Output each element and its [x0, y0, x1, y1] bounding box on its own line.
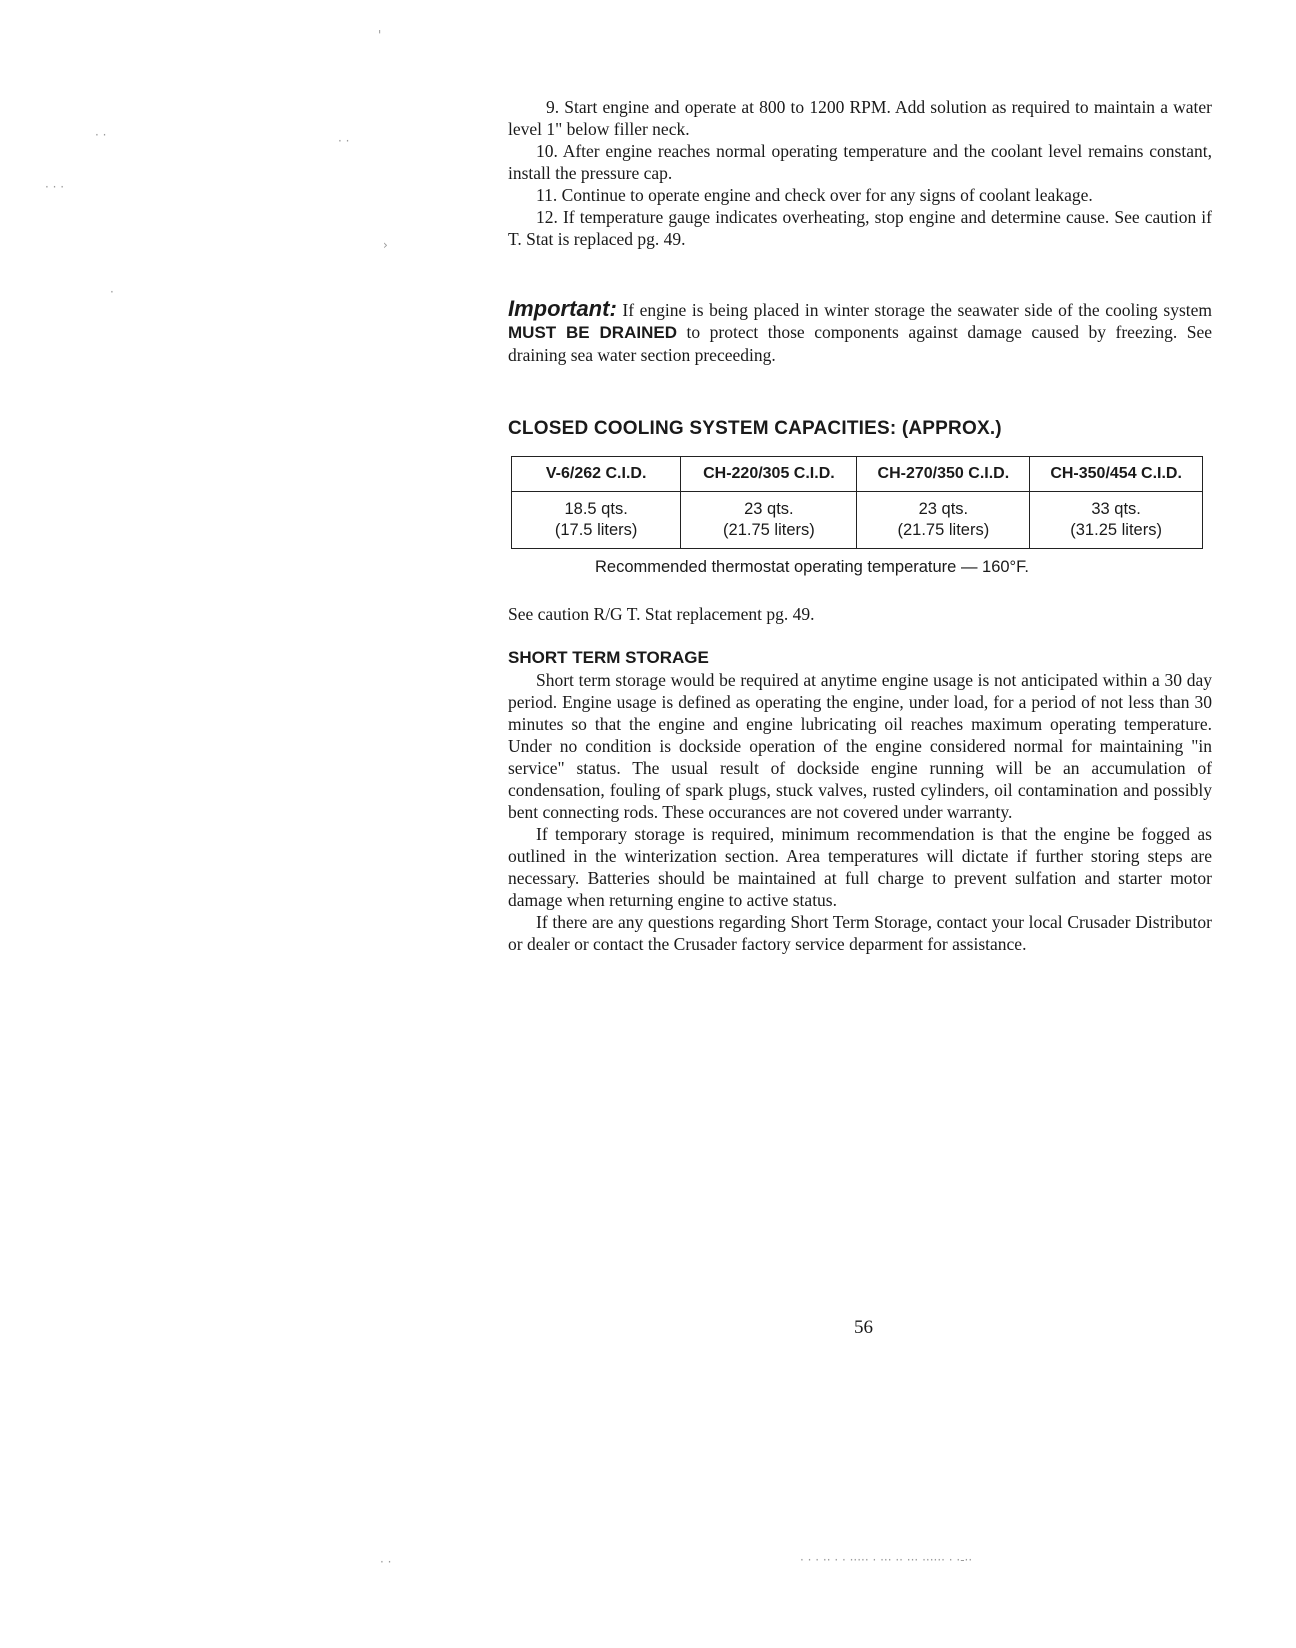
short-term-heading: SHORT TERM STORAGE [508, 648, 709, 667]
caution-note: See caution R/G T. Stat replacement pg. 49. [508, 604, 815, 624]
table-header-cell: V-6/262 C.I.D. [512, 457, 681, 492]
scan-speck: · [110, 285, 114, 299]
important-emphasis: MUST BE DRAINED [508, 323, 677, 342]
step-9: 9. Start engine and operate at 800 to 1200 RPM. Add solution as required to maintain a water level 1" below filler neck. [508, 97, 1212, 139]
short-term-paragraph: If temporary storage is required, minimum recommendation is that the engine be fogged as outlined in the winterization section. Area temperatures will dictate if further storing steps are necessary. Batteries should be maintained at full charge to prevent sulfation and starter motor damage when returning engine to active status. [508, 824, 1212, 910]
qts-value: 23 qts. [744, 500, 794, 518]
step-10: 10. After engine reaches normal operating temperature and the coolant level remains constant, install the pressure cap. [508, 141, 1212, 183]
table-row [512, 492, 1203, 549]
table-header-cell: CH-350/454 C.I.D. [1030, 457, 1203, 492]
important-text-before: If engine is being placed in winter storage the seawater side of the cooling system [616, 300, 1212, 320]
important-label: Important: [508, 296, 617, 321]
step-11: 11. Continue to operate engine and check over for any signs of coolant leakage. [536, 185, 1093, 205]
steps-list [508, 96, 1212, 250]
scan-speck: · · [338, 134, 350, 148]
liters-value: (17.5 liters) [554, 521, 638, 539]
qts-value: 33 qts. [1091, 500, 1141, 518]
table-header-cell: CH-220/305 C.I.D. [681, 457, 857, 492]
scan-speck: · · · [45, 180, 65, 194]
thermostat-note: Recommended thermostat operating temperature — 160°F. [595, 558, 1029, 576]
table-cell [1030, 492, 1203, 549]
scan-speck: › [383, 238, 388, 252]
important-text-after: to protect those components against damage caused by freezing. See draining sea water section preceeding. [508, 322, 1213, 365]
scan-speck: · · [95, 128, 107, 142]
scan-speck: · · [380, 1555, 392, 1569]
qts-value: 23 qts. [918, 500, 969, 518]
qts-value: 18.5 qts. [564, 500, 628, 518]
table-header-cell: CH-270/350 C.I.D. [857, 457, 1030, 492]
important-note [508, 298, 1212, 366]
scan-speck: ' [378, 28, 382, 42]
liters-value: (31.25 liters) [1070, 521, 1162, 539]
step-12: 12. If temperature gauge indicates overheating, stop engine and determine cause. See caution if T. Stat is replaced pg. 49. [508, 207, 1212, 249]
capacities-table [511, 456, 1203, 549]
page-number: 56 [854, 1317, 873, 1338]
liters-value: (21.75 liters) [723, 521, 815, 539]
short-term-paragraph: Short term storage would be required at anytime engine usage is not anticipated within a 30 day period. Engine usage is defined as operating the engine, under load, for a period of not less than 30 minutes so that the engine and engine lubricating oil reaches maximum operating temperature. Under no condition is dockside operation of the engine considered normal for maintaining "in service" status. The usual result of dockside engine running will be an accumulation of condensation, fouling of spark plugs, stuck valves, rusted cylinders, oil contamination and possibly bent connecting rods. These occurances are not covered under warranty. [508, 670, 1212, 822]
short-term-paragraph: If there are any questions regarding Short Term Storage, contact your local Crusader Distributor or dealer or contact the Crusader factory service deparment for assistance. [508, 912, 1212, 954]
short-term-body [508, 669, 1212, 955]
table-cell [857, 492, 1030, 549]
liters-value: (21.75 liters) [897, 521, 990, 539]
table-header-row [512, 457, 1203, 492]
table-cell [512, 492, 681, 549]
capacities-title: CLOSED COOLING SYSTEM CAPACITIES: (APPROX.) [508, 418, 1002, 439]
scan-speck: · · · ·· · · ····· · ··· ·· ··· ······ · ·-·· [800, 1553, 973, 1567]
table-cell [681, 492, 857, 549]
